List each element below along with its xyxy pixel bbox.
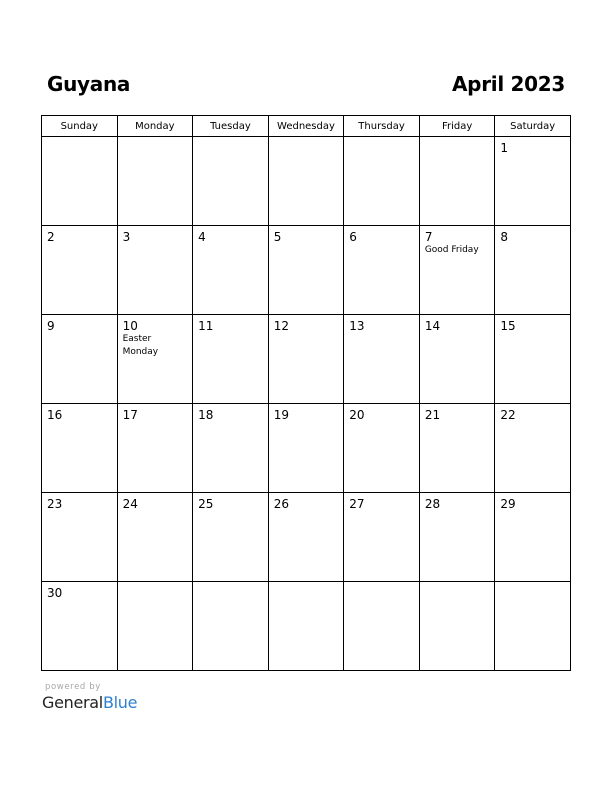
day-number: 29 [500,497,516,511]
generalblue-logo [42,693,137,712]
day-cell [344,493,420,582]
day-cell [117,137,193,226]
day-number: 1 [500,141,509,155]
day-cell [344,315,420,404]
day-cell [419,137,495,226]
day-cell [193,582,269,671]
day-cell [268,493,344,582]
day-number: 7 [424,230,433,244]
day-number: 6 [349,230,357,244]
logo-blue-text: Blue [102,693,138,712]
day-number: 22 [500,408,516,422]
day-number: 23 [47,497,63,511]
day-number: 17 [122,408,138,422]
day-cell [344,226,420,315]
weekday-header: Saturday [495,116,571,137]
day-cell [268,315,344,404]
day-cell [495,582,571,671]
day-cell [419,493,495,582]
day-number: 27 [349,497,365,511]
day-cell [268,582,344,671]
day-cell [268,226,344,315]
day-cell [495,226,571,315]
day-cell [42,582,118,671]
day-number: 4 [198,230,206,244]
weekday-header: Thursday [344,116,420,137]
day-number: 25 [198,497,214,511]
day-number: 10 [122,319,138,333]
day-cell [117,493,193,582]
day-cell [344,137,420,226]
calendar-body [42,137,571,671]
weekday-header-row [42,116,571,137]
day-number: 21 [424,408,441,422]
calendar-grid [41,115,571,671]
day-number: 30 [47,586,63,600]
day-cell [42,404,118,493]
day-cell [193,404,269,493]
day-cell [117,315,193,404]
day-cell [117,404,193,493]
week-row [42,226,571,315]
month-year-title: April 2023 [452,72,565,96]
country-title: Guyana [47,72,131,96]
day-number: 20 [349,408,365,422]
day-cell [419,315,495,404]
day-cell [193,315,269,404]
weekday-header: Sunday [42,116,118,137]
day-number: 12 [273,319,289,333]
day-cell [344,404,420,493]
day-cell [193,493,269,582]
logo-general-text: General [42,693,103,712]
day-number: 28 [424,497,441,511]
day-cell [117,582,193,671]
day-number: 3 [122,230,131,244]
day-number: 16 [47,408,63,422]
day-cell [117,226,193,315]
holiday-label: Easter Monday [122,334,159,357]
day-cell [268,404,344,493]
week-row [42,493,571,582]
weekday-header: Tuesday [193,116,269,137]
day-number: 15 [500,319,516,333]
powered-by-label: powered by [45,682,101,692]
day-number: 26 [273,497,289,511]
day-cell [42,137,118,226]
week-row [42,137,571,226]
day-cell [344,582,420,671]
day-cell [193,226,269,315]
day-cell [42,315,118,404]
day-cell [42,226,118,315]
weekday-header: Monday [117,116,193,137]
weekday-header: Wednesday [268,116,344,137]
day-number: 24 [122,497,138,511]
day-cell [495,137,571,226]
day-cell [193,137,269,226]
day-number: 18 [198,408,214,422]
day-cell [495,493,571,582]
day-cell [268,137,344,226]
week-row [42,404,571,493]
day-number: 11 [198,319,214,333]
day-cell [495,404,571,493]
day-number: 19 [273,408,289,422]
day-number: 2 [47,230,55,244]
day-number: 13 [349,319,365,333]
day-cell [42,493,118,582]
week-row [42,582,571,671]
day-number: 14 [424,319,441,333]
day-cell [419,404,495,493]
week-row [42,315,571,404]
weekday-header: Friday [419,116,495,137]
holiday-label: Good Friday [424,245,479,255]
day-cell [419,582,495,671]
day-number: 8 [500,230,509,244]
day-cell [419,226,495,315]
day-cell [495,315,571,404]
day-number: 9 [47,319,55,333]
day-number: 5 [273,230,282,244]
